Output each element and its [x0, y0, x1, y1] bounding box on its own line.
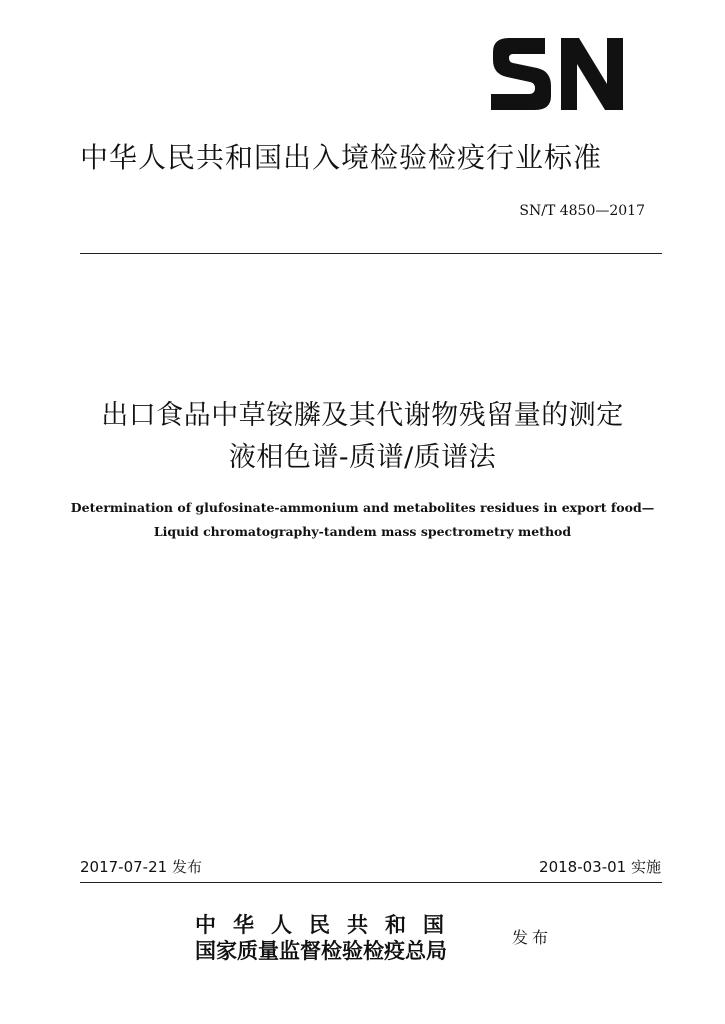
publisher-line1: 中华人民共和国 — [195, 912, 461, 937]
implementation-date: 2018-03-01 实施 — [539, 858, 661, 876]
sn-logo-icon — [485, 30, 627, 118]
sn-logo — [485, 30, 627, 118]
publisher-block — [195, 912, 461, 964]
standard-number: SN/T 4850—2017 — [519, 203, 645, 219]
issue-date: 2017-07-21 发布 — [80, 858, 202, 876]
title-english-line2: Liquid chromatography-tandem mass spectrometry method — [153, 524, 572, 539]
publisher-line2: 国家质量监督检验检疫总局 — [195, 938, 447, 963]
publish-label: 发布 — [512, 928, 553, 947]
title-english-line1: Determination of glufosinate-ammonium and metabolites residues in export food— — [70, 500, 655, 515]
title-chinese-line1: 出口食品中草铵膦及其代谢物残留量的测定 — [101, 400, 624, 431]
title-chinese-line2: 液相色谱-质谱/质谱法 — [228, 442, 497, 473]
header-divider — [80, 253, 662, 254]
footer-divider — [80, 882, 662, 883]
standard-category: 中华人民共和国出入境检验检疫行业标准 — [80, 141, 603, 174]
